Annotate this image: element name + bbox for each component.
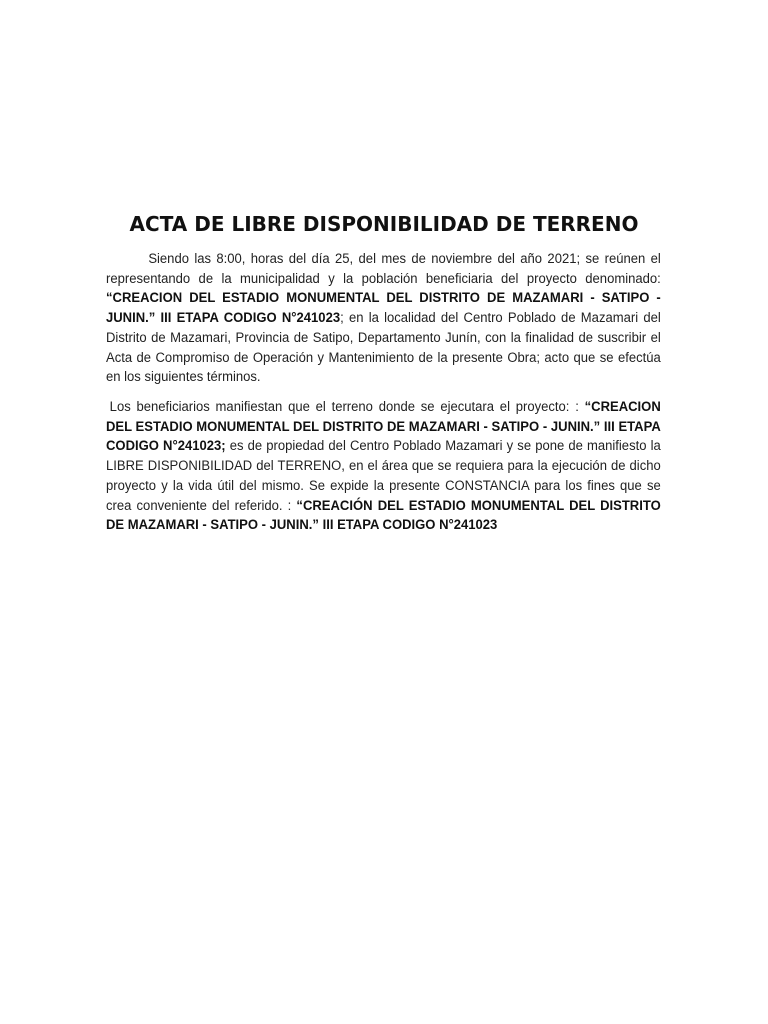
paragraph-meeting [106, 250, 661, 388]
project-name-bold: “CREACIÓN DEL ESTADIO MONUMENTAL DEL DISTRITO DE MAZAMARI - SATIPO - JUNIN.” III ETAPA CODIGO N°241023 [106, 497, 661, 534]
paragraph-availability-intro: Los beneficiarios manifiestan que el terreno donde se ejecutara el proyecto: : [109, 399, 585, 415]
paragraph-meeting-intro: Siendo las 8:00, horas del día 25, del mes de noviembre del año 2021; se reúnen el representando de la municipalidad y la población beneficiaria del proyecto denominado: [106, 251, 661, 287]
paragraph-meeting-rest: ; en la localidad del Centro Poblado de Mazamari del Distrito de Mazamari, Provincia de Satipo, Departamento Junín, con la finalidad de suscribir el Acta de Compromiso de Operación y Mantenimiento de la presente Obra; acto que se efectúa en los siguientes términos. [106, 310, 661, 386]
paragraph-availability-middle: es de propiedad del Centro Poblado Mazamari y se pone de manifiesto la LIBRE DISPONIBILIDAD del TERRENO, en el área que se requiera para la ejecución de dicho proyecto y la vida útil del mismo. Se expide la presente CONSTANCIA para los fines que se crea conveniente del referido. : [106, 438, 661, 514]
project-name-bold: “CREACION DEL ESTADIO MONUMENTAL DEL DISTRITO DE MAZAMARI - SATIPO - JUNIN.” III ETAPA CODIGO N°241023 [106, 290, 661, 327]
project-name-bold: “CREACION DEL ESTADIO MONUMENTAL DEL DISTRITO DE MAZAMARI - SATIPO - JUNIN.” III ETAPA CODIGO N°241023; [106, 399, 661, 455]
paragraph-availability [106, 398, 661, 536]
document-title: ACTA DE LIBRE DISPONIBILIDAD DE TERRENO [129, 212, 639, 236]
